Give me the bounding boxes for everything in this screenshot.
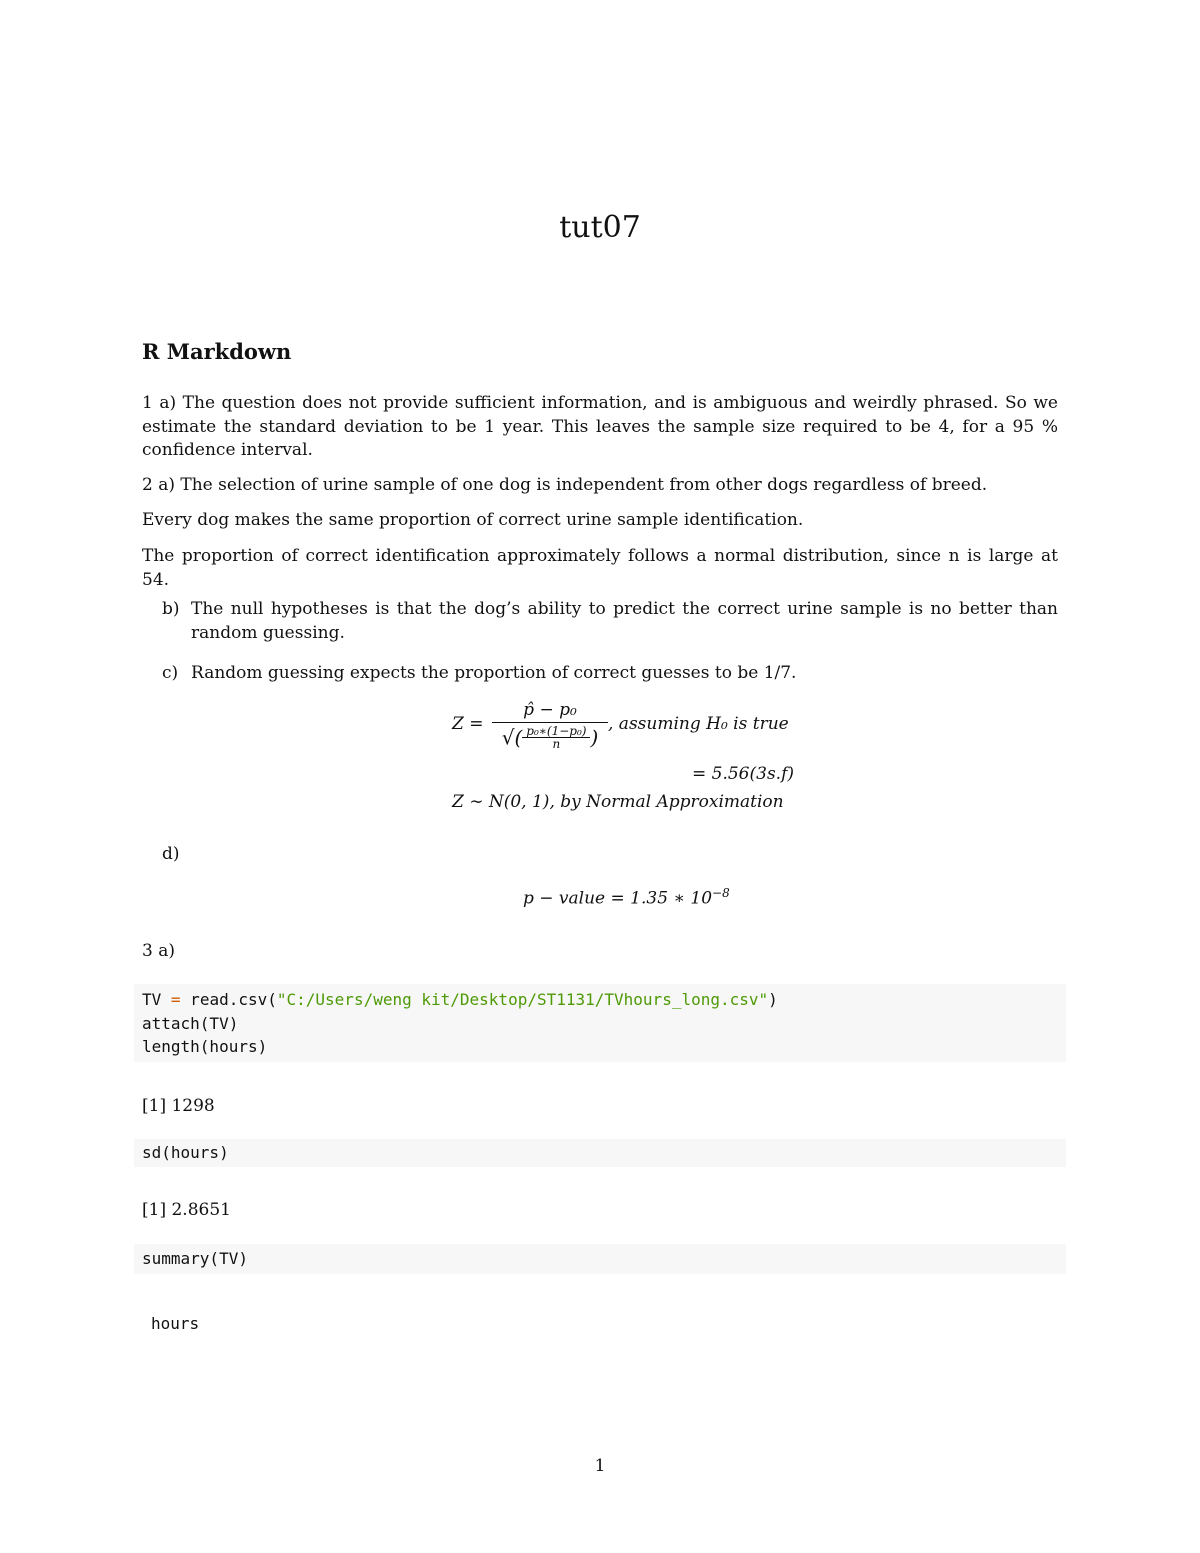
- question-3a-label: 3 a): [142, 941, 175, 961]
- close-paren: ): [590, 725, 599, 750]
- code-function: read.csv(: [180, 990, 277, 1009]
- z-numerator: p̂ − p₀: [492, 700, 608, 723]
- inner-numerator: p₀∗(1−p₀): [522, 725, 590, 738]
- p-value-equation: [523, 886, 730, 909]
- z-suffix: , assuming H₀ is true: [608, 714, 789, 734]
- list-item-label: d): [162, 844, 180, 864]
- z-value: = 5.56(3s.f): [692, 764, 794, 784]
- paragraph-assumption-2: Every dog makes the same proportion of correct urine sample identification.: [142, 510, 804, 530]
- p-value-base: p − value = 1.35 ∗ 10: [523, 888, 713, 909]
- paragraph-assumption-3: The proportion of correct identification approximately follows a normal distribution, since n is large at 54.: [142, 546, 1058, 590]
- code-line: summary(TV): [142, 1249, 248, 1268]
- code-block-sd: [134, 1139, 1066, 1167]
- list-item-text: Random guessing expects the proportion of correct guesses to be 1/7.: [191, 663, 797, 683]
- code-var: TV: [142, 990, 171, 1009]
- z-lhs: Z =: [452, 714, 484, 734]
- document-title: tut07: [559, 210, 641, 245]
- code-block-summary: [134, 1244, 1066, 1274]
- code-line: length(hours): [142, 1037, 268, 1056]
- inner-denominator: n: [552, 737, 561, 751]
- page-number: 1: [594, 1456, 606, 1476]
- list-item-label: c): [162, 663, 179, 683]
- paragraph-q2a: 2 a) The selection of urine sample of one dog is independent from other dogs regardless of breed.: [142, 475, 988, 495]
- list-item-c: [142, 662, 1058, 686]
- code-operator: =: [170, 990, 181, 1009]
- code-paren: ): [768, 990, 778, 1009]
- p-value-exponent: −8: [712, 886, 730, 900]
- code-line: attach(TV): [142, 1013, 239, 1033]
- code-line: [142, 988, 1066, 1012]
- output-sd: [1] 2.8651: [142, 1200, 231, 1220]
- code-string: "C:/Users/weng kit/Desktop/ST1131/TVhours_long.csv": [276, 990, 769, 1009]
- z-fraction: [492, 700, 608, 750]
- list-item-d: [142, 843, 1058, 867]
- code-line: sd(hours): [142, 1143, 229, 1162]
- section-heading: R Markdown: [142, 339, 292, 364]
- code-block-read-data: [134, 984, 1066, 1062]
- list-item-text: The null hypotheses is that the dog’s ability to predict the correct urine sample is no better than random guessing.: [191, 599, 1058, 643]
- paragraph-q1a: 1 a) The question does not provide sufficient information, and is ambiguous and weirdly phrased. So we estimate the standard deviation to be 1 year. This leaves the sample size required to be 4, for a 95 % confidence interval.: [142, 393, 1058, 460]
- z-denominator: [492, 725, 608, 750]
- z-distribution: Z ∼ N(0, 1), by Normal Approximation: [452, 792, 784, 812]
- list-item-label: b): [162, 599, 180, 619]
- sqrt-symbol: √(: [501, 725, 523, 750]
- output-length: [1] 1298: [142, 1096, 215, 1116]
- inner-fraction: [522, 725, 590, 750]
- list-item-b: [142, 598, 1058, 648]
- output-summary-header: hours: [151, 1314, 200, 1333]
